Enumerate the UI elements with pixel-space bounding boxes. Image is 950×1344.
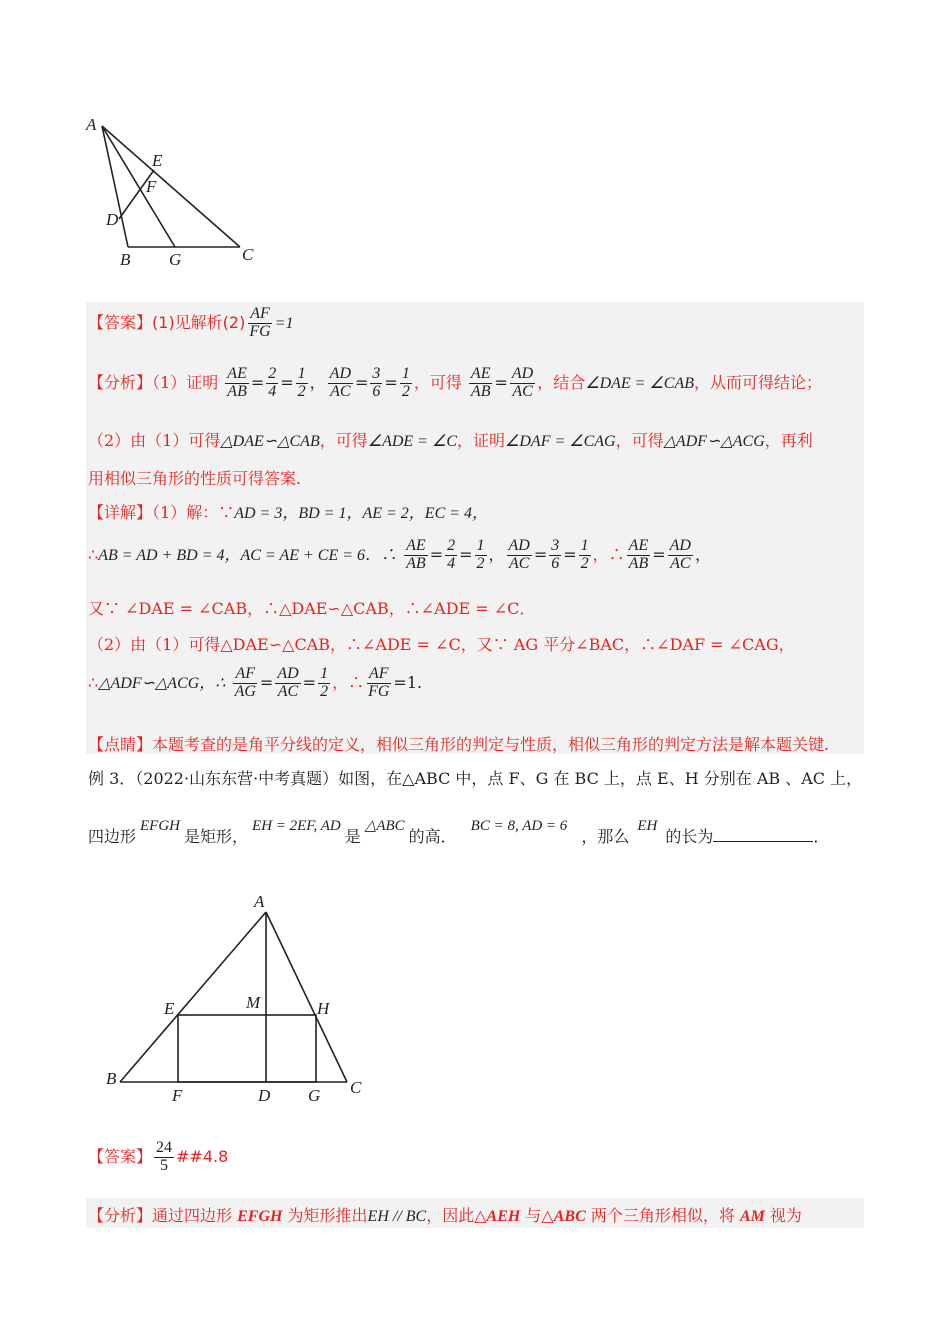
analysis-math: AM xyxy=(739,1208,765,1225)
fraction-num: 24 xyxy=(156,1139,173,1156)
detail-line4 xyxy=(88,632,795,655)
detail-math: AB = AD + BD = 4，AC = AE + CE = 6．∴ xyxy=(98,546,398,564)
analysis-math: EFGH xyxy=(237,1208,283,1225)
answer-part1: (1)见解析(2) xyxy=(152,312,246,332)
example3-math: EH = 2EF, AD xyxy=(252,818,341,834)
answer-label: 【答案】 xyxy=(88,1146,153,1166)
angle-expr: ∠DAF = ∠CAG xyxy=(505,433,616,450)
detail-line3 xyxy=(88,596,535,619)
analysis-1-line1: 【分析】（1）证明 $\frac{AE}{AB}$ = $\frac{2}{4}$ = $\frac{1}{2}$ ， $\frac{AD}{AC}$ = $\frac{3}{6}$ = $\frac{1}{2}$ ，可得 $\frac{AE}{AB}$ = $\frac{AD}{AC}$ ，结合∠DAE = ∠CAB，从而可得结论； xyxy=(88,365,823,400)
comment-text: 本题考查的是角平分线的定义，相似三角形的判定与性质，相似三角形的判定方法是解本题关键. xyxy=(152,735,830,754)
point-label-m: M xyxy=(246,993,261,1012)
answer-3 xyxy=(88,1140,228,1175)
point-label-e: E xyxy=(164,999,175,1018)
detail-text: ∴ xyxy=(88,544,99,564)
detail-math: AD = 3，BD = 1，AE = 2，EC = 4， xyxy=(234,505,489,522)
fraction-num: AF xyxy=(250,305,270,322)
fraction-den: 5 xyxy=(160,1156,169,1174)
answer-blank[interactable] xyxy=(713,827,813,842)
analysis-3 xyxy=(88,1203,802,1226)
analysis-math: ABC xyxy=(553,1208,586,1225)
similar-expr: △DAE∽△CAB xyxy=(220,433,320,450)
analysis-text: 为矩形推出 xyxy=(282,1206,368,1225)
analysis-text: ，可得 xyxy=(615,431,664,450)
detail-text: ∴ xyxy=(88,672,99,692)
analysis-text: ，证明 xyxy=(457,431,506,450)
detail-line2: ∴AB = AD + BD = 4，AC = AE + CE = 6．∴ $\frac{AE}{AB}$ = $\frac{2}{4}$ = $\frac{1}{2}$ ， $\frac{AD}{AC}$ = $\frac{3}{6}$ = $\frac{1}{2}$ ，∴ $\frac{AE}{AB}$ = $\frac{AD}{AC}$ ， xyxy=(88,537,711,572)
example3-text: 例 3．（2022·山东东营·中考真题）如图，在△ABC 中，点 F、G 在 BC 上，点 E、H 分别在 AB 、AC 上， xyxy=(88,769,863,788)
detail-line1 xyxy=(88,500,488,523)
analysis-text: 通过四边形 xyxy=(152,1206,238,1225)
detail-label: 【详解】 xyxy=(88,503,153,522)
answer-eq: =1 xyxy=(274,314,294,332)
answer-alt: ##4.8 xyxy=(176,1146,229,1166)
analysis-text: ，结合 xyxy=(537,372,586,392)
analysis-1-line3 xyxy=(88,466,301,489)
analysis-text: 视为 xyxy=(764,1206,802,1225)
point-label-g: G xyxy=(169,250,182,269)
comment-1 xyxy=(88,732,829,755)
analysis-text: ，因此△ xyxy=(426,1206,487,1225)
similar-expr: △ADF∽△ACG xyxy=(663,433,765,450)
point-label-h: H xyxy=(317,999,330,1018)
figure-triangle-2 xyxy=(100,890,380,1110)
detail-math: △ADF∽△ACG，∴ xyxy=(98,674,226,692)
analysis-label: 【分析】 xyxy=(88,372,153,392)
analysis-text: （1）证明 xyxy=(152,372,219,392)
point-label-d: D xyxy=(106,210,119,229)
figure-triangle-1 xyxy=(80,108,280,273)
answer-fraction xyxy=(247,306,272,341)
example3-text: 的高． xyxy=(408,827,457,846)
analysis-text: ，可得 xyxy=(413,372,462,392)
detail-line5: ∴△ADF∽△ACG，∴ $\frac{AF}{AG}$ = $\frac{AD}{AC}$ = $\frac{1}{2}$ ，∴ $\frac{AF}{FG}$ =1. xyxy=(88,665,423,700)
example3-text: ． xyxy=(813,827,830,846)
analysis-text: 两个三角形相似，将 xyxy=(585,1206,740,1225)
point-label-f: F xyxy=(146,177,157,196)
analysis-text: ，从而可得结论； xyxy=(694,372,823,392)
analysis-text: ，再利 xyxy=(764,431,813,450)
angle-expr: ∠ADE = ∠C xyxy=(367,433,457,450)
detail-text: 又∵ ∠DAE = ∠CAB，∴△DAE∽△CAB，∴∠ADE = ∠C． xyxy=(88,599,536,618)
detail-text: （1）解：∵ xyxy=(152,503,235,522)
analysis-text: ，可得 xyxy=(319,431,368,450)
analysis-math: AEH xyxy=(486,1208,521,1225)
point-label-a: A xyxy=(254,892,265,911)
point-label-f: F xyxy=(172,1086,183,1105)
answer-1 xyxy=(88,306,293,341)
point-label-c: C xyxy=(350,1078,362,1097)
example3-math: EH xyxy=(637,818,658,834)
example3-math: EFGH xyxy=(140,818,181,834)
analysis-text: 用相似三角形的性质可得答案. xyxy=(88,469,302,488)
example3-text: 是矩形， xyxy=(184,827,249,846)
example3-line2 xyxy=(88,818,830,847)
point-label-b: B xyxy=(120,250,131,269)
example3-text: 是 xyxy=(344,827,361,846)
point-label-b: B xyxy=(106,1069,117,1088)
analysis-label: 【分析】 xyxy=(88,1206,153,1225)
example3-text: 四边形 xyxy=(88,827,137,846)
detail-text: （2）由（1）可得△DAE∽△CAB，∴∠ADE = ∠C，又∵ AG 平分∠BAC，∴∠DAF = ∠CAG， xyxy=(88,635,795,654)
point-label-d: D xyxy=(258,1086,271,1105)
example3-text: ，那么 xyxy=(581,827,630,846)
comment-label: 【点睛】 xyxy=(88,735,153,754)
angle-expr: ∠DAE = ∠CAB xyxy=(585,374,695,392)
analysis-1-line2 xyxy=(88,428,813,451)
example3-text: 的长为 xyxy=(665,827,714,846)
answer-label: 【答案】 xyxy=(88,312,153,332)
point-label-g: G xyxy=(308,1086,321,1105)
example3-math: BC = 8, AD = 6 xyxy=(470,818,568,834)
parallel-expr: EH // BC xyxy=(367,1208,427,1225)
point-label-c: C xyxy=(242,245,254,264)
point-label-a: A xyxy=(86,115,97,134)
analysis-text: 与△ xyxy=(520,1206,554,1225)
point-label-e: E xyxy=(152,151,163,170)
example3-line1 xyxy=(88,766,862,789)
example3-math: △ABC xyxy=(364,818,405,834)
analysis-text: （2）由（1）可得 xyxy=(88,431,221,450)
fraction-den: FG xyxy=(249,322,271,340)
